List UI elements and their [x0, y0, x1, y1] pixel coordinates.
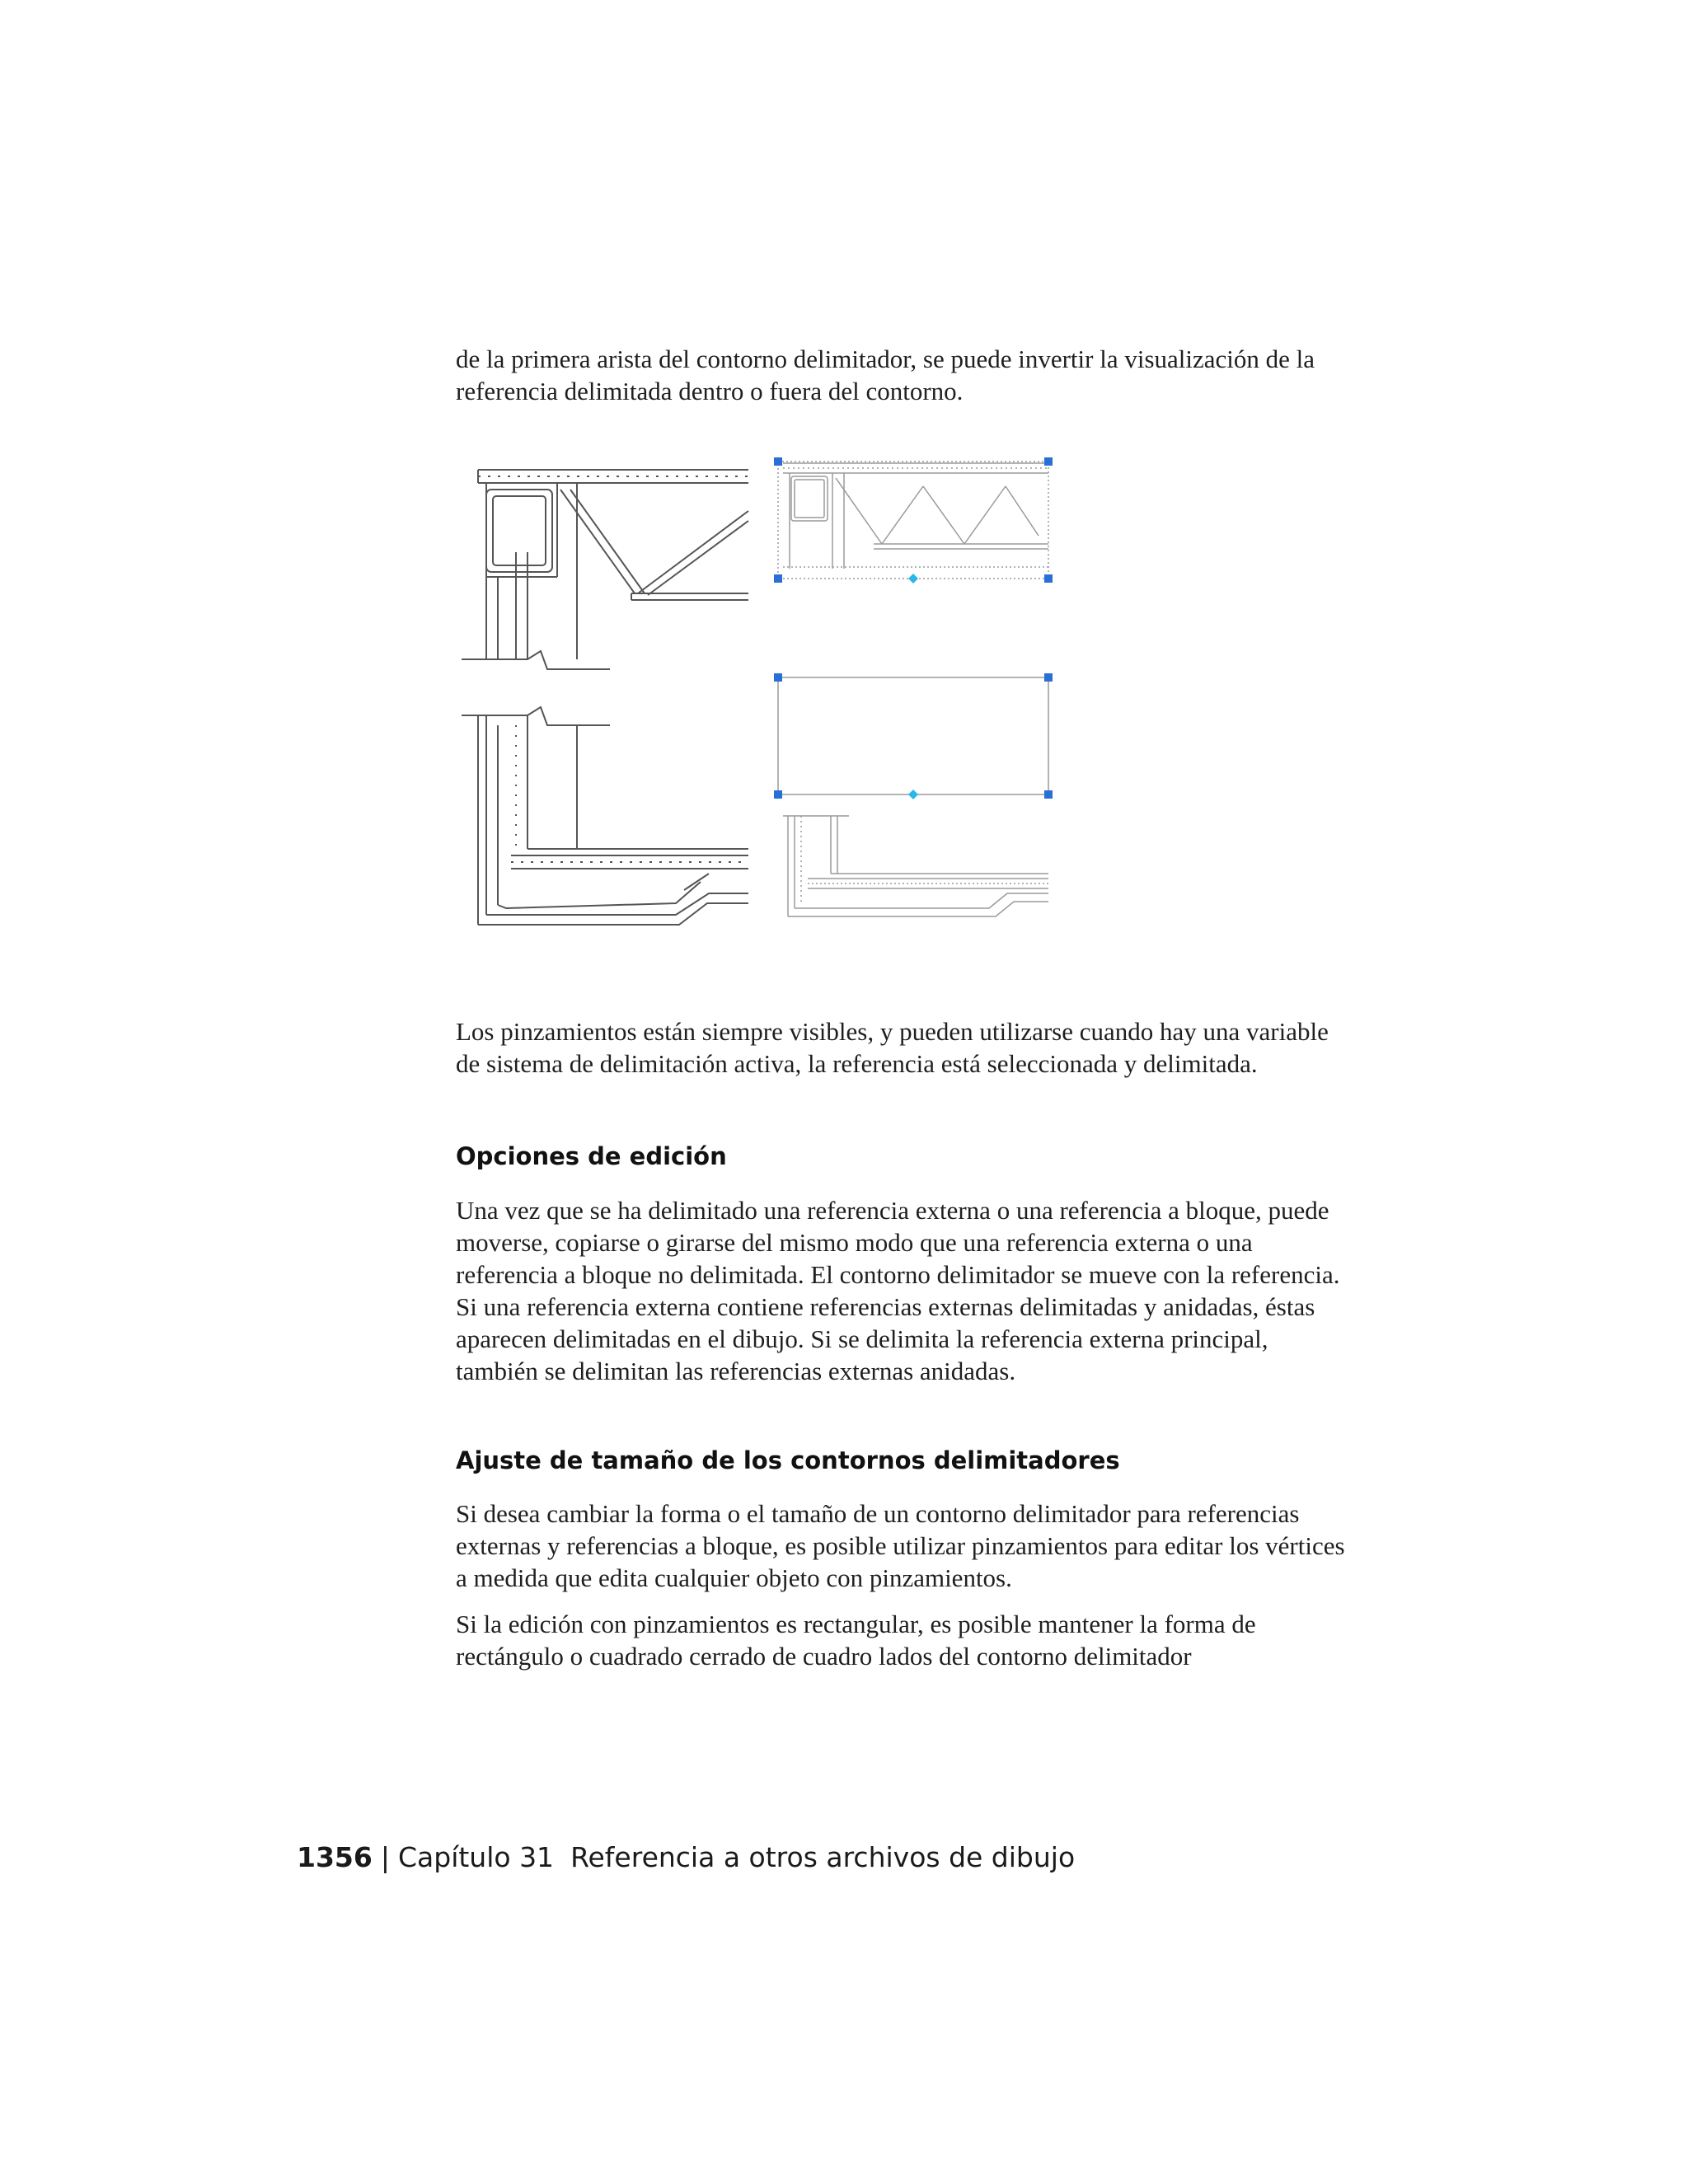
clip-boundary-figure	[462, 453, 1055, 948]
clip-boundary-bottom	[774, 673, 1053, 799]
clipped-drawing-bottom	[783, 816, 1048, 916]
chapter-title: Referencia a otros archivos de dibujo	[570, 1841, 1076, 1873]
footer-separator: |	[380, 1841, 390, 1873]
page-footer	[297, 1841, 1075, 1874]
page-number: 1356	[297, 1841, 373, 1873]
heading-edit-options: Opciones de edición	[456, 1142, 727, 1170]
original-drawing-bottom	[462, 707, 748, 925]
paragraph-resize: Si desea cambiar la forma o el tamaño de un contorno delimitador para referencias externas y referencias a bloque, es posible utilizar pinzamientos para editar los vértices a medida que edita cualquier objeto con pinzamientos.	[456, 1499, 1345, 1592]
heading-resize-boundaries: Ajuste de tamaño de los contornos delimitadores	[456, 1446, 1120, 1474]
paragraph-rectangular: Si la edición con pinzamientos es rectangular, es posible mantener la forma de rectángulo o cuadrado cerrado de cuadro lados del contorno delimitador	[456, 1610, 1256, 1671]
clipped-drawing-top	[783, 463, 1048, 569]
original-drawing-top	[462, 470, 748, 669]
paragraph-edit-options: Una vez que se ha delimitado una referencia externa o una referencia a bloque, puede moverse, copiarse o girarse del mismo modo que una referencia externa o una referencia a bloque no delimitada. El contorno delimitador se mueve con la referencia. Si una referencia externa contiene referencias externas delimitadas y anidadas, éstas aparecen delimitadas en el dibujo. Si se delimita la referencia externa principal, también se delimitan las referencias externas anidadas.	[456, 1196, 1340, 1385]
chapter-label: Capítulo 31	[397, 1841, 555, 1873]
paragraph-grips: Los pinzamientos están siempre visibles, y pueden utilizarse cuando hay una variable de sistema de delimitación activa, la referencia está seleccionada y delimitada.	[456, 1017, 1329, 1078]
paragraph-intro: de la primera arista del contorno delimitador, se puede invertir la visualización de la referencia delimitada dentro o fuera del contorno.	[456, 344, 1315, 405]
